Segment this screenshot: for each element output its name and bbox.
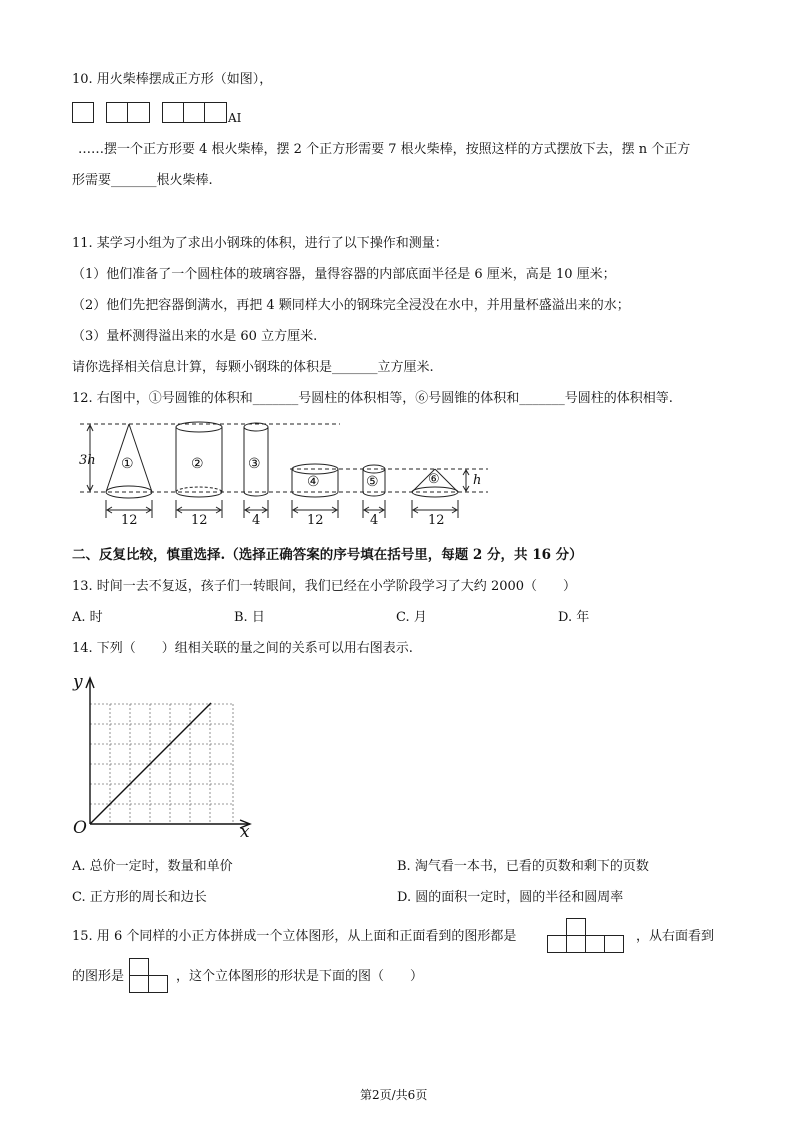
- q10-line2: 形需要_______根火柴棒.: [72, 173, 213, 188]
- q15-line1-part2: ，从右面看到: [636, 929, 715, 944]
- y-axis-label: y: [73, 672, 83, 692]
- q14-option-b: B. 淘气看一本书，已看的页数和剩下的页数: [397, 859, 649, 874]
- view-square: [585, 935, 605, 953]
- dim-label: 4: [252, 513, 261, 528]
- dim-label: 4: [370, 513, 379, 528]
- q10-title: 10. 用火柴棒摆成正方形（如图），: [72, 72, 273, 87]
- dim-label: 12: [121, 513, 138, 528]
- q11-title: 11. 某学习小组为了求出小钢珠的体积，进行了以下操作和测量：: [72, 236, 448, 251]
- view-square: [148, 975, 168, 993]
- q13-option-b: B. 日: [234, 610, 265, 625]
- dim-label: 12: [191, 513, 208, 528]
- shape-label: ④: [307, 474, 320, 490]
- view-square: [129, 975, 149, 993]
- q11-step2: （2）他们先把容器倒满水，再把 4 颗同样大小的钢珠完全浸没在水中，并用量杯盛溢出来的水；: [72, 298, 630, 313]
- view-square: [566, 935, 586, 953]
- view-square: [604, 935, 624, 953]
- q11-ask: 请你选择相关信息计算，每颗小钢珠的体积是_______立方厘米.: [72, 360, 434, 375]
- x-axis-label: x: [240, 822, 250, 842]
- q15-line2-part1: 的图形是: [72, 969, 125, 984]
- q10-line1: ……摆一个正方形要 4 根火柴棒，摆 2 个正方形需要 7 根火柴棒，按照这样的方式摆放下去，摆 n 个正方: [78, 142, 691, 157]
- q11-step3: （3）量杯测得溢出来的水是 60 立方厘米.: [72, 329, 318, 344]
- origin-label: O: [73, 818, 87, 838]
- view-square: [566, 918, 586, 936]
- q13-option-c: C. 月: [396, 610, 427, 625]
- shape-label: ⑤: [366, 474, 379, 490]
- grid: [90, 704, 233, 824]
- q15-line2-part2: ，这个立体图形的形状是下面的图（ ）: [176, 969, 424, 984]
- shape-label: ①: [121, 456, 134, 472]
- q14-option-a: A. 总价一定时，数量和单价: [72, 859, 233, 874]
- figure-suffix: AI: [228, 111, 242, 125]
- q15-line1-part1: 15. 用 6 个同样的小正方体拼成一个立体图形，从上面和正面看到的图形都是: [72, 929, 517, 944]
- q13-option-d: D. 年: [558, 610, 590, 625]
- shape-label: ⑥: [428, 472, 440, 487]
- dim-label: 12: [307, 513, 324, 528]
- q14-option-c: C. 正方形的周长和边长: [72, 890, 207, 905]
- q13-option-a: A. 时: [72, 610, 103, 625]
- proportional-line: [90, 703, 211, 824]
- label-h: h: [473, 473, 482, 488]
- q13-title: 13. 时间一去不复返，孩子们一转眼间，我们已经在小学阶段学习了大约 2000（ ）: [72, 579, 577, 594]
- page-footer: 第2页/共6页: [360, 1088, 428, 1102]
- q14-title: 14. 下列（ ）组相关联的量之间的关系可以用右图表示.: [72, 641, 413, 656]
- view-square: [547, 935, 567, 953]
- view-square: [129, 958, 149, 976]
- section-heading: 二、反复比较，慎重选择.（选择正确答案的序号填在括号里，每题 2 分，共 16 分）: [72, 547, 583, 563]
- dim-label: 12: [428, 513, 445, 528]
- shape-label: ③: [248, 456, 261, 472]
- shape-label: ②: [191, 456, 204, 472]
- q12-title: 12. 右图中，①号圆锥的体积和_______号圆柱的体积相等，⑥号圆锥的体积和_______号圆柱的体积相等.: [72, 391, 673, 406]
- q11-step1: （1）他们准备了一个圆柱体的玻璃容器，量得容器的内部底面半径是 6 厘米，高是 10 厘米；: [72, 267, 616, 282]
- label-3h: 3h: [79, 453, 96, 468]
- q14-option-d: D. 圆的面积一定时，圆的半径和圆周率: [397, 890, 624, 905]
